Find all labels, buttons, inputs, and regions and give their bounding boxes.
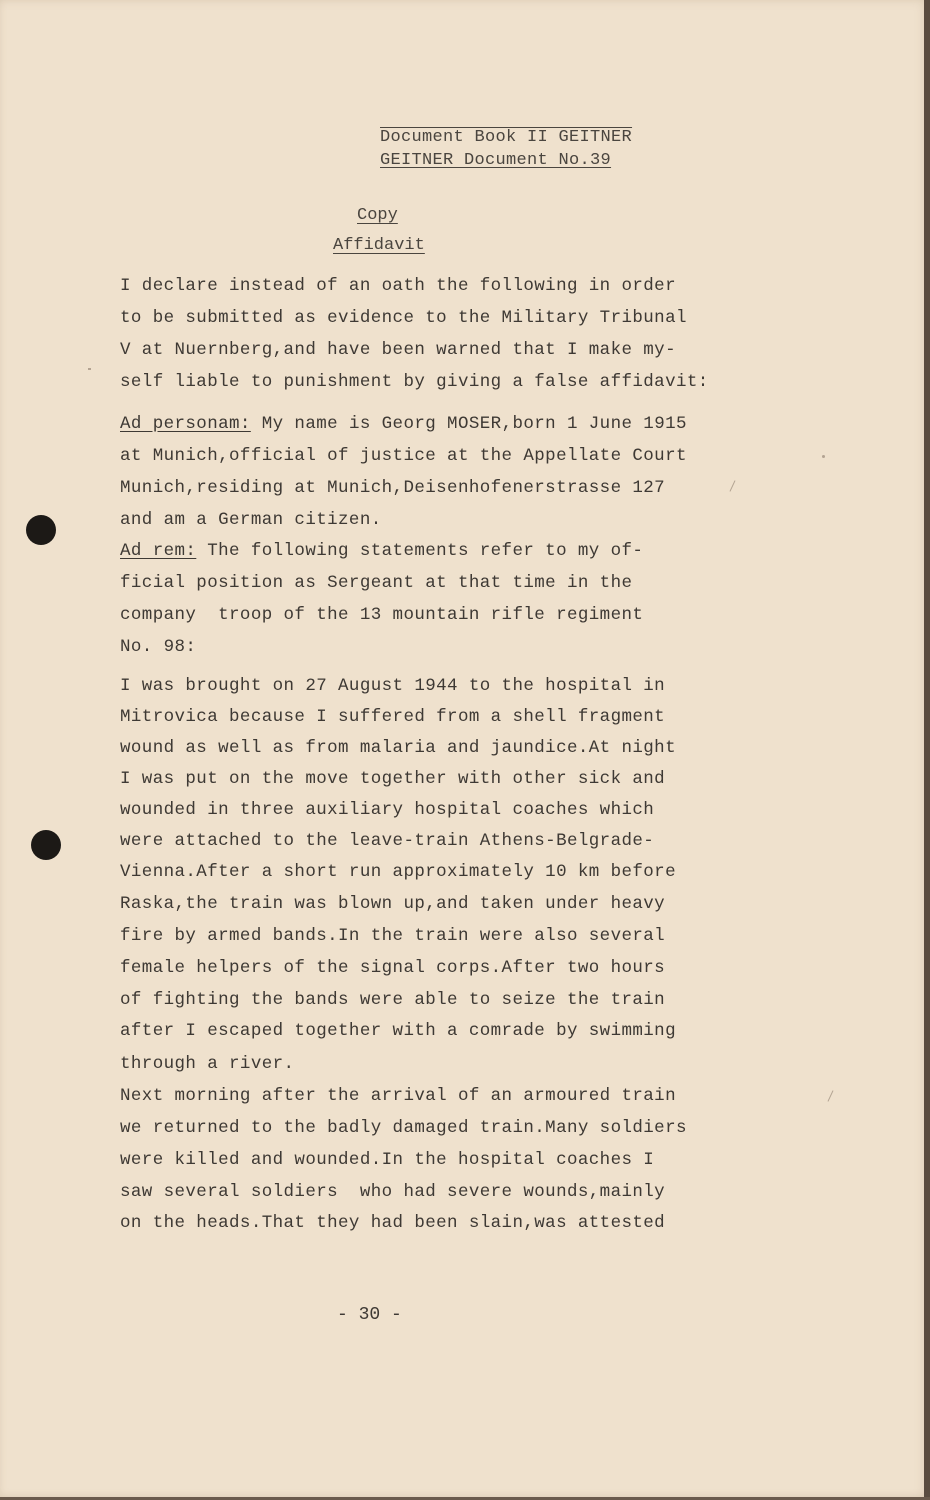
body-line: I was put on the move together with other sick and — [120, 769, 666, 789]
intro-line: I declare instead of an oath the following in order — [120, 276, 676, 296]
page-number: - 30 - — [337, 1305, 402, 1325]
ad-rem-text: The following statements refer to my of- — [196, 541, 644, 561]
intro-line: to be submitted as evidence to the Military Tribunal — [120, 308, 687, 328]
body-line: Next morning after the arrival of an armoured train — [120, 1086, 676, 1106]
body-line: Mitrovica because I suffered from a shell fragment — [120, 707, 666, 727]
body-line: fire by armed bands.In the train were also several — [120, 926, 666, 946]
body-line: of fighting the bands were able to seize the train — [120, 990, 666, 1010]
ad-rem-line: company troop of the 13 mountain rifle regiment — [120, 605, 644, 625]
ad-personam-line: at Munich,official of justice at the Appellate Court — [120, 446, 687, 466]
ad-rem-label: Ad rem: — [120, 541, 197, 561]
page-edge-right — [924, 0, 930, 1500]
body-line: I was brought on 27 August 1944 to the hospital in — [120, 676, 666, 696]
intro-line: V at Nuernberg,and have been warned that I make my- — [120, 340, 676, 360]
ad-rem-line: ficial position as Sergeant at that time in the — [120, 573, 633, 593]
body-line: wounded in three auxiliary hospital coaches which — [120, 800, 655, 820]
copy-label: Copy — [357, 206, 398, 225]
body-line: we returned to the badly damaged train.Many soldiers — [120, 1118, 687, 1138]
body-line: through a river. — [120, 1054, 295, 1074]
body-line: Raska,the train was blown up,and taken under heavy — [120, 894, 666, 914]
ad-rem-line: No. 98: — [120, 637, 197, 657]
body-line: were killed and wounded.In the hospital coaches I — [120, 1150, 655, 1170]
paper-speck — [730, 480, 736, 491]
body-line: wound as well as from malaria and jaundice.At night — [120, 738, 676, 758]
ad-personam-label: Ad personam: — [120, 414, 251, 434]
paper-speck — [822, 455, 825, 458]
punch-hole-upper — [26, 515, 56, 545]
body-line: Vienna.After a short run approximately 10 km before — [120, 862, 676, 882]
ad-rem-line — [120, 541, 643, 561]
affidavit-title: Affidavit — [333, 236, 425, 255]
ad-personam-line: and am a German citizen. — [120, 510, 382, 530]
intro-line: self liable to punishment by giving a false affidavit: — [120, 372, 709, 392]
ad-personam-line: Munich,residing at Munich,Deisenhofenerstrasse 127 — [120, 478, 666, 498]
body-line: female helpers of the signal corps.After two hours — [120, 958, 666, 978]
body-line: on the heads.That they had been slain,was attested — [120, 1213, 666, 1233]
ad-personam-line — [120, 414, 687, 434]
body-line: were attached to the leave-train Athens-Belgrade- — [120, 831, 655, 851]
document-book-header: Document Book II GEITNER — [380, 128, 633, 147]
paper-speck — [828, 1090, 834, 1101]
punch-hole-lower — [31, 830, 61, 860]
paper-speck — [88, 368, 91, 370]
document-number-header: GEITNER Document No.39 — [380, 151, 612, 170]
body-line: after I escaped together with a comrade by swimming — [120, 1021, 676, 1041]
body-line: saw several soldiers who had severe wounds,mainly — [120, 1182, 666, 1202]
ad-personam-text: My name is Georg MOSER,born 1 June 1915 — [250, 414, 687, 434]
